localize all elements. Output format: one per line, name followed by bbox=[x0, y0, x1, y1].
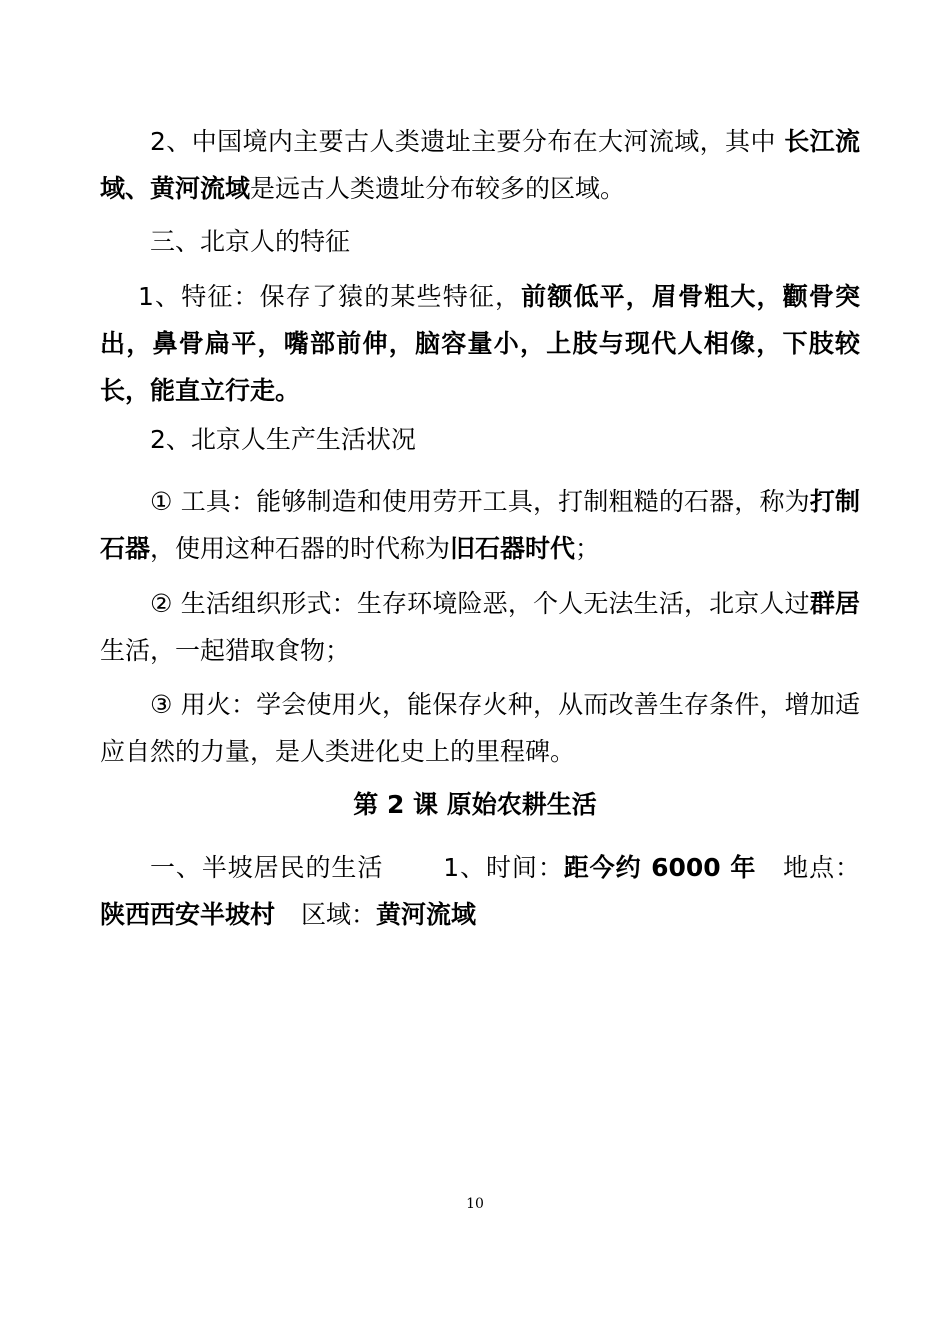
bold-text: 长江流域、黄河流域 bbox=[100, 127, 860, 203]
section-heading-peking-man-features: 三、北京人的特征 bbox=[150, 227, 351, 256]
paragraph-organization bbox=[100, 580, 860, 674]
bold-text: 打制石器 bbox=[100, 487, 860, 563]
text: ① 工具：能够制造和使用劳开工具，打制粗糙的石器，称为 bbox=[150, 487, 810, 516]
text: 2、中国境内主要古人类遗址主要分布在大河流域，其中 bbox=[150, 127, 785, 156]
paragraph-fire: ③ 用火：学会使用火，能保存火种，从而改善生存条件，增加适应自然的力量，是人类进化史上的里程碑。 bbox=[100, 690, 860, 766]
text: 是远古人类遗址分布较多的区域。 bbox=[250, 174, 626, 203]
bold-text: 距今约 6000 年 bbox=[563, 853, 757, 882]
bold-text: 黄河流域 bbox=[376, 900, 477, 929]
bold-text: 陕西西安半坡村 bbox=[100, 900, 276, 929]
lesson-title: 第 2 课 原始农耕生活 bbox=[353, 790, 597, 819]
page-number: 10 bbox=[466, 1196, 484, 1212]
paragraph-ancient-sites bbox=[100, 118, 860, 212]
text: 地点： bbox=[782, 853, 860, 882]
text: 1、特征：保存了猿的某些特征， bbox=[138, 282, 522, 311]
subheading-production-life: 2、北京人生产生活状况 bbox=[150, 425, 416, 454]
text: 生活，一起猎取食物； bbox=[100, 636, 351, 665]
bold-text: 旧石器时代 bbox=[450, 534, 576, 563]
text: 区域： bbox=[301, 900, 377, 929]
bold-text: 前额低平，眉骨粗大，颧骨突出，鼻骨扁平，嘴部前伸，脑容量小，上肢与现代人相像，下肢较长，能直立行走。 bbox=[100, 282, 860, 405]
paragraph-tools bbox=[100, 478, 860, 572]
paragraph-banpo bbox=[100, 844, 860, 938]
text: 1、时间： bbox=[443, 853, 564, 882]
paragraph-features bbox=[100, 273, 860, 414]
text: ② 生活组织形式：生存环境险恶，个人无法生活，北京人过 bbox=[150, 589, 810, 618]
text: ，使用这种石器的时代称为 bbox=[150, 534, 451, 563]
bold-text: 群居 bbox=[809, 589, 860, 618]
text: 一、半坡居民的生活 bbox=[150, 853, 384, 882]
text: ； bbox=[575, 534, 601, 563]
